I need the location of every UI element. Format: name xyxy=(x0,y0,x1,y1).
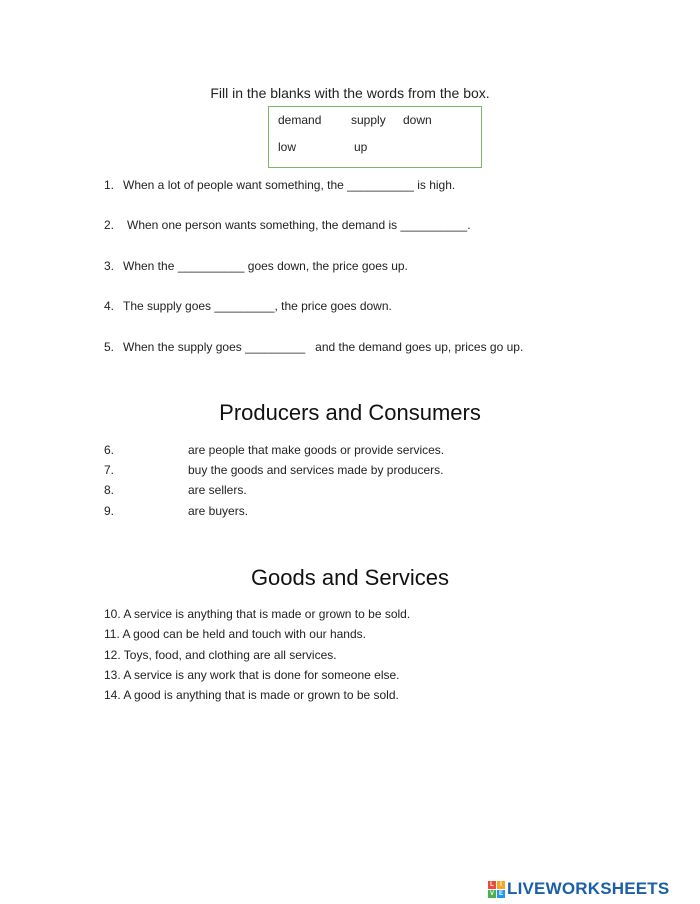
section-heading-goods-services: Goods and Services xyxy=(250,565,450,590)
logo-letter: V xyxy=(489,890,494,897)
logo-letter: I xyxy=(497,881,505,889)
question-number: 9. xyxy=(104,504,115,518)
question-number: 8. xyxy=(104,483,115,497)
question-11[interactable]: 11. A good can be held and touch with our hands. xyxy=(104,627,366,641)
question-number: 5. xyxy=(104,340,115,354)
question-5[interactable]: When the supply goes _________ and the demand goes up, prices go up. xyxy=(123,340,524,354)
question-4[interactable]: The supply goes _________, the price goes down. xyxy=(123,299,392,313)
question-1[interactable]: When a lot of people want something, the __________ is high. xyxy=(123,178,456,192)
question-2[interactable]: When one person wants something, the demand is __________. xyxy=(127,218,471,232)
question-number: 6. xyxy=(104,443,115,457)
section-heading-producers-consumers: Producers and Consumers xyxy=(219,400,481,425)
question-number: 7. xyxy=(104,463,115,477)
question-number: 1. xyxy=(104,178,115,192)
question-number: 3. xyxy=(104,259,115,273)
question-number: 4. xyxy=(104,299,115,313)
logo-text: LIVEWORKSHEETS xyxy=(507,879,670,898)
question-3[interactable]: When the __________ goes down, the price goes up. xyxy=(123,259,408,273)
word-demand: demand xyxy=(278,113,322,127)
instructions: Fill in the blanks with the words from the box. xyxy=(210,85,490,101)
question-6[interactable]: are people that make goods or provide services. xyxy=(188,443,445,457)
word-supply: supply xyxy=(351,113,386,127)
question-9[interactable]: are buyers. xyxy=(188,504,249,518)
question-12[interactable]: 12. Toys, food, and clothing are all services. xyxy=(104,648,337,662)
word-down: down xyxy=(403,113,432,127)
question-10[interactable]: 10. A service is anything that is made or grown to be sold. xyxy=(104,607,411,621)
logo-icon xyxy=(488,881,505,898)
logo-letter: L xyxy=(488,881,496,889)
word-up: up xyxy=(354,140,368,154)
question-number: 2. xyxy=(104,218,115,232)
question-7[interactable]: buy the goods and services made by producers. xyxy=(188,463,444,477)
question-8[interactable]: are sellers. xyxy=(188,483,247,497)
question-14[interactable]: 14. A good is anything that is made or grown to be sold. xyxy=(104,688,399,702)
question-13[interactable]: 13. A service is any work that is done for someone else. xyxy=(104,668,400,682)
logo-letter: E xyxy=(498,890,503,897)
liveworksheets-logo xyxy=(488,879,669,899)
word-low: low xyxy=(278,140,297,154)
